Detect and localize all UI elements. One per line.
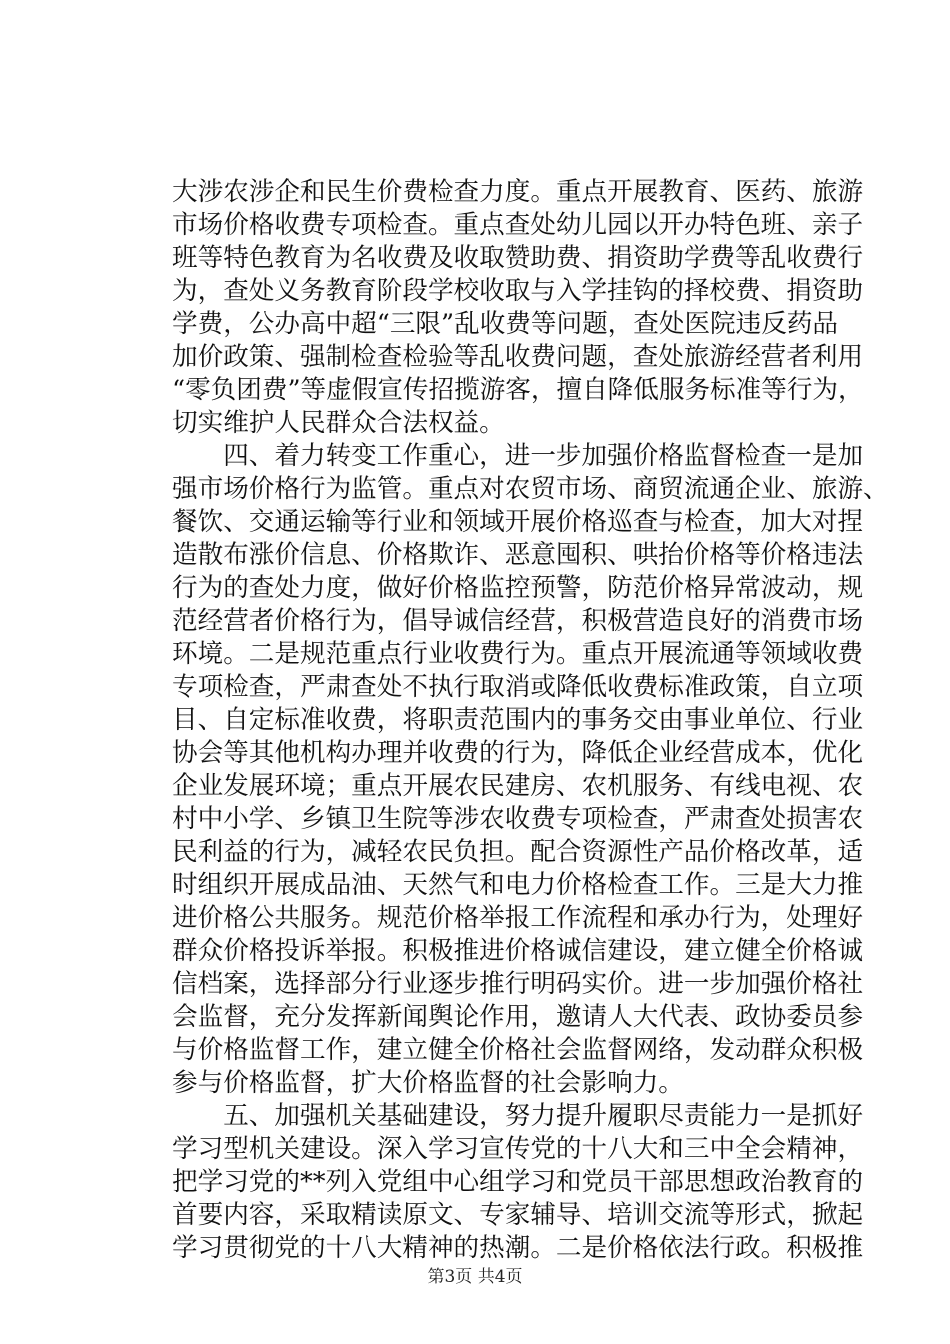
text-line: 学习贯彻党的十八大精神的热潮。二是价格依法行政。积极推	[172, 1233, 864, 1263]
text-line: 专项检查，严肃查处不执行取消或降低收费标准政策，自立项	[172, 672, 864, 702]
text-line: 群众价格投诉举报。积极推进价格诚信建设，建立健全价格诚	[172, 936, 864, 966]
page-footer: 第3页 共4页	[427, 1267, 523, 1287]
text-line: 强市场价格行为监管。重点对农贸市场、商贸流通企业、旅游、	[172, 474, 889, 504]
text-line: 学习型机关建设。深入学习宣传党的十八大和三中全会精神，	[172, 1134, 864, 1164]
text-line: 协会等其他机构办理并收费的行为，降低企业经营成本，优化	[172, 738, 864, 768]
text-line: 加价政策、强制检查检验等乱收费问题，查处旅游经营者利用	[172, 342, 864, 372]
text-line: 把学习党的**列入党组中心组学习和党员干部思想政治教育的	[172, 1167, 864, 1197]
text-line: 餐饮、交通运输等行业和领域开展价格巡查与检查，加大对捏	[172, 507, 864, 537]
text-line: 信档案，选择部分行业逐步推行明码实价。进一步加强价格社	[172, 969, 864, 999]
text-line: 范经营者价格行为，倡导诚信经营，积极营造良好的消费市场	[172, 606, 864, 636]
text-line: 五、加强机关基础建设，努力提升履职尽责能力一是抓好	[172, 1101, 864, 1131]
text-line: 首要内容，采取精读原文、专家辅导、培训交流等形式，掀起	[172, 1200, 864, 1230]
text-line: 造散布涨价信息、价格欺诈、恶意囤积、哄抬价格等价格违法	[172, 540, 864, 570]
document-body	[172, 176, 889, 1265]
text-line: 民利益的行为，减轻农民负担。配合资源性产品价格改革，适	[172, 837, 864, 867]
text-line: 班等特色教育为名收费及收取赞助费、捐资助学费等乱收费行	[172, 243, 864, 273]
text-line: 时组织开展成品油、天然气和电力价格检查工作。三是大力推	[172, 870, 864, 900]
text-line: 切实维护人民群众合法权益。	[172, 408, 505, 438]
text-line: 市场价格收费专项检查。重点查处幼儿园以开办特色班、亲子	[172, 210, 864, 240]
text-line: 为，查处义务教育阶段学校收取与入学挂钩的择校费、捐资助	[172, 276, 864, 306]
text-line: “零负团费”等虚假宣传招揽游客，擅自降低服务标准等行为，	[172, 375, 864, 405]
text-line: 村中小学、乡镇卫生院等涉农收费专项检查，严肃查处损害农	[172, 804, 864, 834]
text-line: 会监督，充分发挥新闻舆论作用，邀请人大代表、政协委员参	[172, 1002, 864, 1032]
text-line: 企业发展环境；重点开展农民建房、农机服务、有线电视、农	[172, 771, 864, 801]
text-line: 四、着力转变工作重心，进一步加强价格监督检查一是加	[172, 441, 864, 471]
text-line: 大涉农涉企和民生价费检查力度。重点开展教育、医药、旅游	[172, 177, 864, 207]
text-line: 目、自定标准收费，将职责范围内的事务交由事业单位、行业	[172, 705, 864, 735]
text-line: 行为的查处力度，做好价格监控预警，防范价格异常波动，规	[172, 573, 864, 603]
text-line: 学费，公办高中超“三限”乱收费等问题，查处医院违反药品	[172, 309, 839, 339]
text-line: 环境。二是规范重点行业收费行为。重点开展流通等领域收费	[172, 639, 864, 669]
text-line: 与价格监督工作，建立健全价格社会监督网络，发动群众积极	[172, 1035, 864, 1065]
text-line: 进价格公共服务。规范价格举报工作流程和承办行为，处理好	[172, 903, 864, 933]
text-line: 参与价格监督，扩大价格监督的社会影响力。	[172, 1068, 684, 1098]
